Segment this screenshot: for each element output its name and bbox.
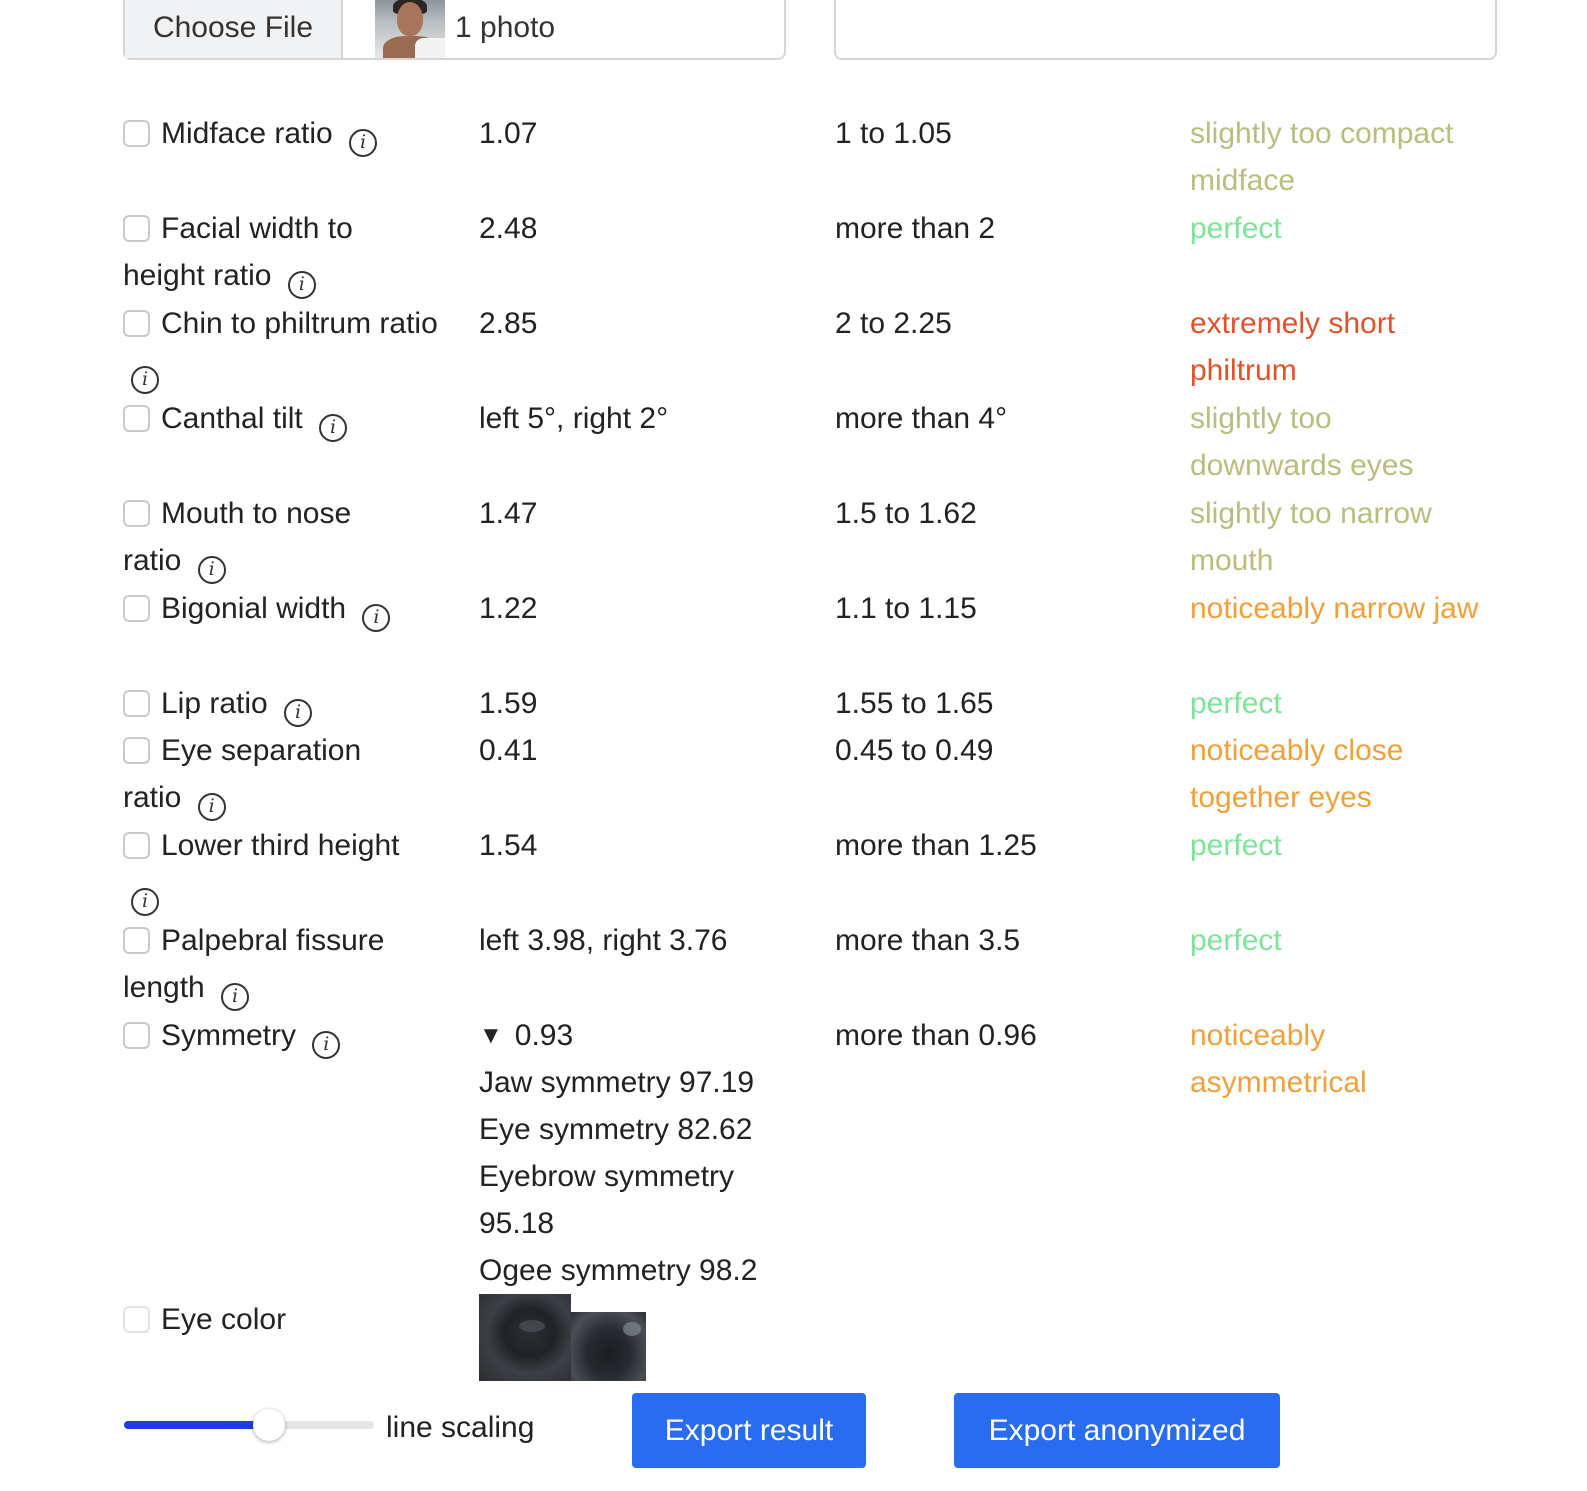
file-input[interactable] bbox=[123, 0, 786, 60]
metric-verdict: noticeably narrow jaw bbox=[1190, 592, 1479, 625]
metric-verdict: slightly too compact midface bbox=[1190, 117, 1454, 197]
metric-ideal: 1 to 1.05 bbox=[835, 117, 952, 150]
info-icon[interactable]: i bbox=[319, 414, 347, 442]
checkbox[interactable] bbox=[123, 500, 150, 527]
metric-ideal: more than 2 bbox=[835, 212, 996, 245]
metric-label: Palpebral fissure length bbox=[123, 924, 385, 1004]
checkbox[interactable] bbox=[123, 737, 150, 764]
metric-verdict: perfect bbox=[1190, 829, 1282, 862]
triangle-down-icon[interactable]: ▼ bbox=[479, 1022, 503, 1049]
metric-label: Symmetry bbox=[161, 1019, 296, 1052]
metric-verdict: extremely short philtrum bbox=[1190, 307, 1396, 387]
info-icon[interactable]: i bbox=[349, 129, 377, 157]
info-icon[interactable]: i bbox=[284, 699, 312, 727]
export-result-button[interactable]: Export result bbox=[632, 1393, 866, 1468]
metric-ideal: more than 1.25 bbox=[835, 829, 1037, 862]
metric-label: Eye color bbox=[161, 1303, 287, 1336]
info-icon[interactable]: i bbox=[221, 983, 249, 1011]
metric-value: 1.07 bbox=[479, 117, 538, 150]
metric-ideal: more than 4° bbox=[835, 402, 1008, 435]
metric-verdict: perfect bbox=[1190, 212, 1282, 245]
symmetry-value: 0.93 bbox=[514, 1019, 574, 1052]
photo-thumbnail bbox=[375, 0, 445, 58]
metric-ideal: 2 to 2.25 bbox=[835, 307, 952, 340]
eye-sample-image bbox=[571, 1312, 646, 1381]
metric-label: Lip ratio bbox=[161, 687, 268, 720]
symmetry-detail: Jaw symmetry 97.19 bbox=[479, 1066, 755, 1099]
metric-label: Mouth to nose ratio bbox=[123, 497, 352, 577]
metric-verdict: slightly too downwards eyes bbox=[1190, 402, 1414, 482]
eye-color-samples bbox=[479, 1294, 646, 1381]
checkbox[interactable] bbox=[123, 1306, 150, 1333]
info-icon[interactable]: i bbox=[131, 366, 159, 394]
checkbox[interactable] bbox=[123, 832, 150, 859]
info-icon[interactable]: i bbox=[312, 1031, 340, 1059]
choose-file-button[interactable]: Choose File bbox=[125, 0, 343, 58]
metric-verdict: slightly too narrow mouth bbox=[1190, 497, 1432, 577]
file-summary: 1 photo bbox=[455, 11, 556, 44]
line-scaling-slider[interactable] bbox=[124, 1408, 374, 1442]
info-icon[interactable]: i bbox=[198, 556, 226, 584]
metric-ideal: 1.1 to 1.15 bbox=[835, 592, 977, 625]
eye-sample-image bbox=[479, 1294, 571, 1381]
secondary-file-input[interactable] bbox=[834, 0, 1497, 60]
metric-verdict: perfect bbox=[1190, 924, 1282, 957]
checkbox[interactable] bbox=[123, 215, 150, 242]
info-icon[interactable]: i bbox=[288, 271, 316, 299]
checkbox[interactable] bbox=[123, 120, 150, 147]
symmetry-summary-toggle[interactable] bbox=[479, 1012, 789, 1059]
info-icon[interactable]: i bbox=[198, 793, 226, 821]
metric-value: 0.41 bbox=[479, 734, 538, 767]
info-icon[interactable]: i bbox=[362, 604, 390, 632]
metric-label: Lower third height bbox=[161, 829, 400, 862]
metric-verdict: noticeably asymmetrical bbox=[1190, 1019, 1367, 1099]
metric-ideal: 1.55 to 1.65 bbox=[835, 687, 994, 720]
metric-ideal: 0.45 to 0.49 bbox=[835, 734, 994, 767]
metric-value: 2.85 bbox=[479, 307, 538, 340]
metric-value: left 5°, right 2° bbox=[479, 402, 669, 435]
metric-ideal: more than 0.96 bbox=[835, 1019, 1037, 1052]
metric-value: 1.59 bbox=[479, 687, 538, 720]
metric-label: Midface ratio bbox=[161, 117, 333, 150]
metric-label: Eye separation ratio bbox=[123, 734, 362, 814]
metric-label: Chin to philtrum ratio bbox=[161, 307, 438, 340]
metric-label: Bigonial width bbox=[161, 592, 347, 625]
symmetry-detail: Eye symmetry 82.62 bbox=[479, 1113, 753, 1146]
slider-fill bbox=[124, 1421, 269, 1429]
checkbox[interactable] bbox=[123, 595, 150, 622]
symmetry-details bbox=[479, 1012, 789, 1294]
metric-value: 2.48 bbox=[479, 212, 538, 245]
checkbox[interactable] bbox=[123, 310, 150, 337]
metric-ideal: 1.5 to 1.62 bbox=[835, 497, 977, 530]
metric-value: 1.22 bbox=[479, 592, 538, 625]
metric-ideal: more than 3.5 bbox=[835, 924, 1021, 957]
checkbox[interactable] bbox=[123, 1022, 150, 1049]
checkbox[interactable] bbox=[123, 927, 150, 954]
metric-label: Facial width to height ratio bbox=[123, 212, 353, 292]
slider-label: line scaling bbox=[386, 1411, 535, 1444]
export-anonymized-button[interactable]: Export anonymized bbox=[954, 1393, 1280, 1468]
metric-verdict: perfect bbox=[1190, 687, 1282, 720]
metric-value: 1.47 bbox=[479, 497, 538, 530]
metric-verdict: noticeably close together eyes bbox=[1190, 734, 1404, 814]
symmetry-detail: Eyebrow symmetry 95.18 bbox=[479, 1160, 735, 1240]
checkbox[interactable] bbox=[123, 405, 150, 432]
symmetry-detail: Ogee symmetry 98.2 bbox=[479, 1254, 758, 1287]
slider-handle[interactable] bbox=[253, 1409, 285, 1441]
checkbox[interactable] bbox=[123, 690, 150, 717]
metric-label: Canthal tilt bbox=[161, 402, 303, 435]
metric-value: 1.54 bbox=[479, 829, 538, 862]
info-icon[interactable]: i bbox=[131, 888, 159, 916]
metric-value: left 3.98, right 3.76 bbox=[479, 924, 728, 957]
